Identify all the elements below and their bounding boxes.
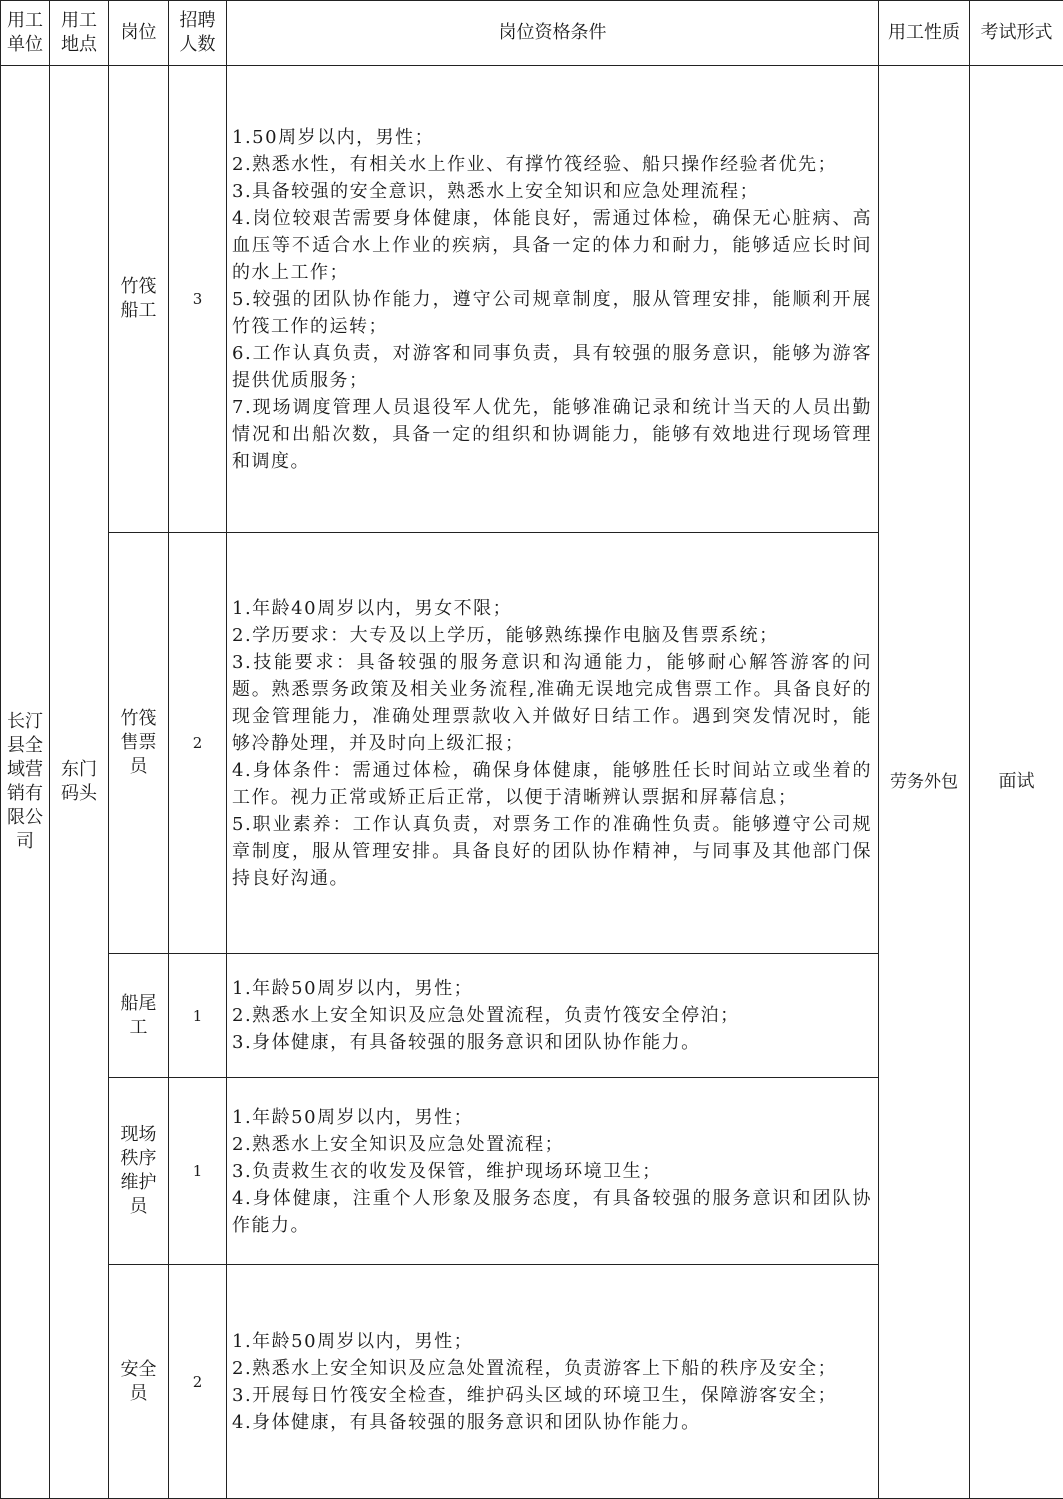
header-row bbox=[1, 1, 1063, 66]
count-cell: 2 bbox=[169, 1265, 227, 1499]
requirement-item: 5.较强的团队协作能力，遵守公司规章制度，服从管理安排，能顺利开展竹筏工作的运转； bbox=[232, 286, 872, 340]
employment-type-cell: 劳务外包 bbox=[879, 66, 970, 1499]
table-row bbox=[1, 66, 1063, 533]
requirement-item: 2.熟悉水上安全知识及应急处置流程，负责游客上下船的秩序及安全； bbox=[232, 1355, 872, 1382]
header-requirements: 岗位资格条件 bbox=[227, 1, 879, 66]
requirement-item: 3.负责救生衣的收发及保管，维护现场环境卫生； bbox=[232, 1158, 872, 1185]
position-cell: 船尾工 bbox=[109, 954, 169, 1078]
requirement-item: 1.年龄50周岁以内，男性； bbox=[232, 975, 872, 1002]
header-count: 招聘人数 bbox=[169, 1, 227, 66]
requirement-item: 2.熟悉水上安全知识及应急处置流程； bbox=[232, 1131, 872, 1158]
unit-cell: 长汀县全域营销有限公司 bbox=[1, 66, 50, 1499]
requirements-cell bbox=[227, 66, 879, 533]
requirement-item: 4.身体健康，注重个人形象及服务态度，有具备较强的服务意识和团队协作能力。 bbox=[232, 1185, 872, 1239]
requirements-cell bbox=[227, 954, 879, 1078]
header-employment-type: 用工性质 bbox=[879, 1, 970, 66]
header-position: 岗位 bbox=[109, 1, 169, 66]
position-cell: 安全员 bbox=[109, 1265, 169, 1499]
requirement-item: 1.年龄50周岁以内，男性； bbox=[232, 1104, 872, 1131]
requirement-item: 1.年龄40周岁以内，男女不限； bbox=[232, 595, 872, 622]
exam-format-cell: 面试 bbox=[970, 66, 1063, 1499]
requirement-item: 4.身体健康，有具备较强的服务意识和团队协作能力。 bbox=[232, 1409, 872, 1436]
requirement-item: 4.岗位较艰苦需要身体健康，体能良好，需通过体检，确保无心脏病、高血压等不适合水上作业的疾病，具备一定的体力和耐力，能够适应长时间的水上工作； bbox=[232, 205, 872, 286]
requirement-item: 1.年龄50周岁以内，男性； bbox=[232, 1328, 872, 1355]
header-unit: 用工单位 bbox=[1, 1, 50, 66]
requirement-item: 7.现场调度管理人员退役军人优先，能够准确记录和统计当天的人员出勤情况和出船次数，具备一定的组织和协调能力，能够有效地进行现场管理和调度。 bbox=[232, 394, 872, 475]
requirement-item: 5.职业素养：工作认真负责，对票务工作的准确性负责。能够遵守公司规章制度，服从管理安排。具备良好的团队协作精神，与同事及其他部门保持良好沟通。 bbox=[232, 811, 872, 892]
requirement-item: 3.身体健康，有具备较强的服务意识和团队协作能力。 bbox=[232, 1029, 872, 1056]
position-cell: 竹筏售票员 bbox=[109, 533, 169, 954]
header-location: 用工地点 bbox=[50, 1, 109, 66]
count-cell: 2 bbox=[169, 533, 227, 954]
position-cell: 现场秩序维护员 bbox=[109, 1078, 169, 1265]
position-cell: 竹筏船工 bbox=[109, 66, 169, 533]
header-exam-format: 考试形式 bbox=[970, 1, 1063, 66]
requirement-item: 4.身体条件：需通过体检，确保身体健康，能够胜任长时间站立或坐着的工作。视力正常或矫正后正常，以便于清晰辨认票据和屏幕信息； bbox=[232, 757, 872, 811]
requirements-cell bbox=[227, 533, 879, 954]
requirement-item: 2.熟悉水上安全知识及应急处置流程，负责竹筏安全停泊； bbox=[232, 1002, 872, 1029]
requirements-cell bbox=[227, 1265, 879, 1499]
requirements-cell bbox=[227, 1078, 879, 1265]
count-cell: 1 bbox=[169, 954, 227, 1078]
requirement-item: 2.学历要求：大专及以上学历，能够熟练操作电脑及售票系统； bbox=[232, 622, 872, 649]
location-cell: 东门码头 bbox=[50, 66, 109, 1499]
count-cell: 3 bbox=[169, 66, 227, 533]
requirement-item: 1.50周岁以内，男性； bbox=[232, 124, 872, 151]
count-cell: 1 bbox=[169, 1078, 227, 1265]
requirement-item: 3.技能要求：具备较强的服务意识和沟通能力，能够耐心解答游客的问题。熟悉票务政策及相关业务流程,准确无误地完成售票工作。具备良好的现金管理能力，准确处理票款收入并做好日结工作。遇到突发情况时，能够冷静处理，并及时向上级汇报； bbox=[232, 649, 872, 757]
requirement-item: 3.具备较强的安全意识，熟悉水上安全知识和应急处理流程； bbox=[232, 178, 872, 205]
requirement-item: 2.熟悉水性，有相关水上作业、有撑竹筏经验、船只操作经验者优先； bbox=[232, 151, 872, 178]
requirement-item: 3.开展每日竹筏安全检查，维护码头区域的环境卫生，保障游客安全； bbox=[232, 1382, 872, 1409]
requirement-item: 6.工作认真负责，对游客和同事负责，具有较强的服务意识，能够为游客提供优质服务； bbox=[232, 340, 872, 394]
